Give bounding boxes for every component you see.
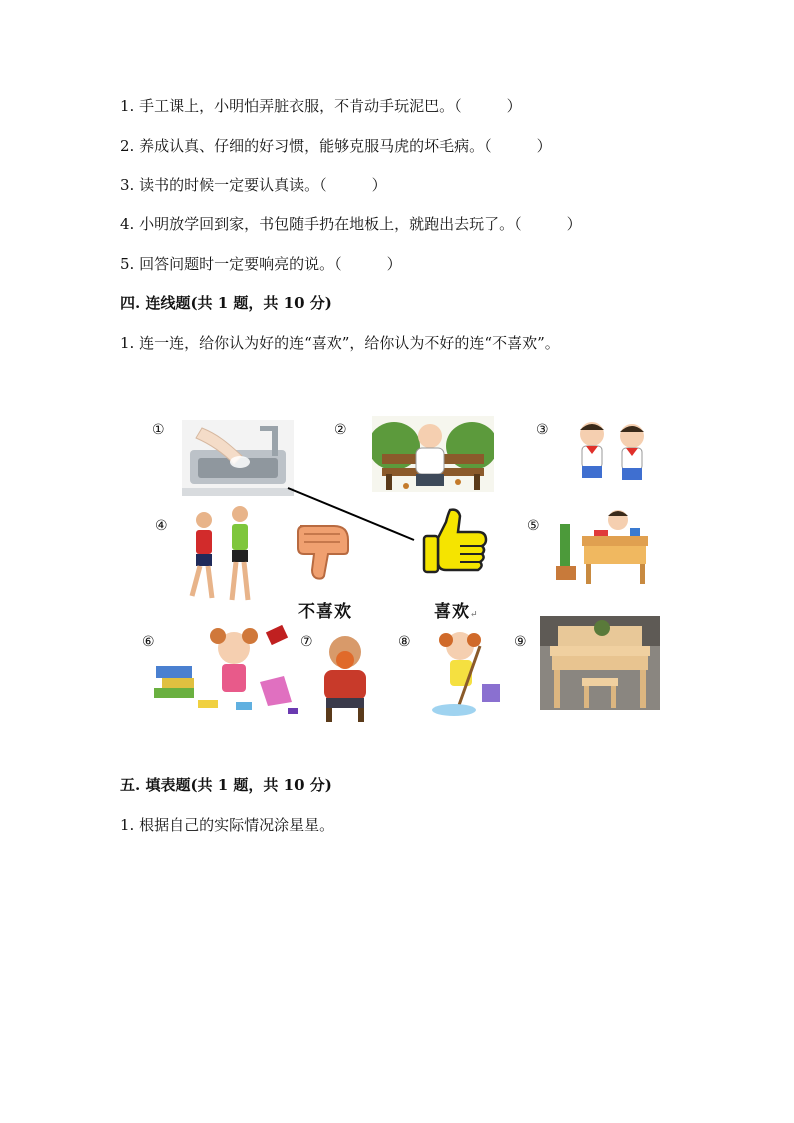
messy-desk-picture xyxy=(554,504,654,588)
label-6: ⑥ xyxy=(142,634,155,650)
label-4: ④ xyxy=(155,518,168,534)
saluting-children-picture xyxy=(570,418,654,484)
messy-girl-picture xyxy=(152,622,302,716)
label-7: ⑦ xyxy=(300,634,313,650)
like-label xyxy=(434,597,479,622)
label-1: ① xyxy=(152,422,165,438)
boy-eating-picture xyxy=(316,626,374,722)
question-5: 5. 回答问题时一定要响亮的说。（ ） xyxy=(120,255,402,273)
thumbs-up-icon xyxy=(420,506,490,578)
hand-washing-picture xyxy=(182,420,294,496)
question-4: 4. 小明放学回到家，书包随手扔在地板上，就跑出去玩了。（ ） xyxy=(120,215,582,233)
section-4-question: 1. 连一连，给你认为好的连“喜欢”，给你认为不好的连“不喜欢”。 xyxy=(120,334,560,352)
section-4-title: 四. 连线题(共 1 题，共 10 分) xyxy=(120,294,332,312)
question-1: 1. 手工课上，小明怕弄脏衣服，不肯动手玩泥巴。（ ） xyxy=(120,97,522,115)
label-8: ⑧ xyxy=(398,634,411,650)
section-5-title: 五. 填表题(共 1 题，共 10 分) xyxy=(120,776,332,794)
running-picture xyxy=(182,504,262,608)
label-3: ③ xyxy=(536,422,549,438)
return-mark: ↵ xyxy=(470,610,479,620)
question-2: 2. 养成认真、仔细的好习惯，能够克服马虎的坏毛病。（ ） xyxy=(120,137,552,155)
like-text: 喜欢 xyxy=(434,602,470,622)
label-9: ⑨ xyxy=(514,634,527,650)
question-3: 3. 读书的时候一定要认真读。（ ） xyxy=(120,176,387,194)
section-5-question: 1. 根据自己的实际情况涂星星。 xyxy=(120,816,335,834)
dislike-label: 不喜欢 xyxy=(298,602,352,622)
matching-line xyxy=(280,480,420,546)
wooden-desk-picture xyxy=(540,616,660,710)
label-2: ② xyxy=(334,422,347,438)
label-5: ⑤ xyxy=(527,518,540,534)
girl-mopping-picture xyxy=(428,626,504,720)
